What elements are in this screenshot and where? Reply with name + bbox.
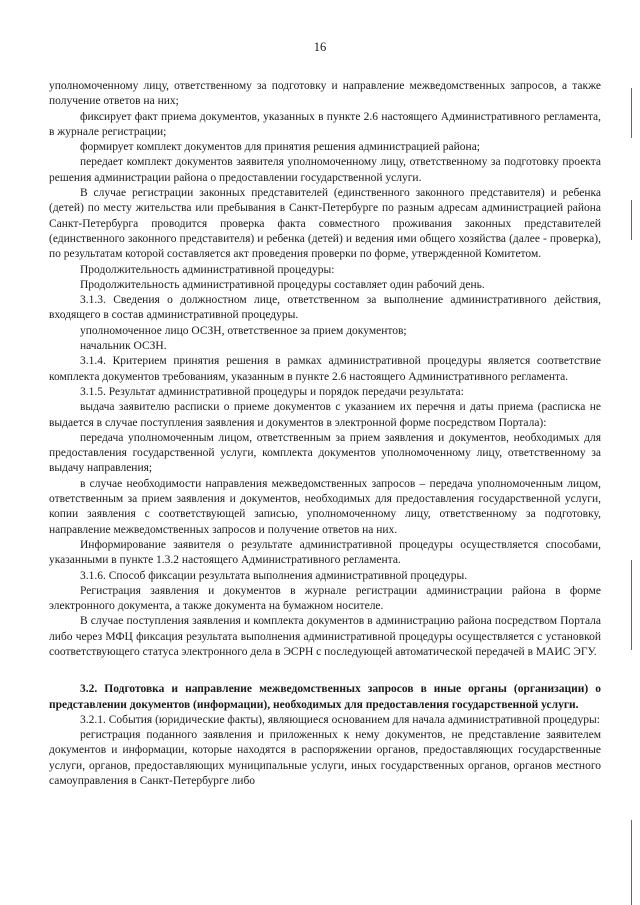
document-body <box>49 79 601 789</box>
section-heading: 3.2. Подготовка и направление межведомственных запросов в иные органы (организации) о представлении документов (информации), необходимых для предоставления государственной услуги. <box>49 683 601 711</box>
page-number: 16 <box>313 40 327 54</box>
paragraph: 3.2.1. События (юридические факты), являющиеся основанием для начала административной процедуры: <box>80 713 600 726</box>
paragraph: В случае регистрации законных представителей (единственного законного представителя) и ребенка (детей) по месту жительства или пребывания в Санкт-Петербурге по разным адресам администрацией района Санкт-Петербурга проводится проверка факта совместного проживания законных представителей (единственного законного представителя) и ребенка (детей) и ведения ими общего хозяйства (далее - проверка), по результатам которой составляется акт проведения проверки по форме, утвержденной Комитетом. <box>49 187 601 261</box>
scan-edge-line <box>631 88 632 138</box>
paragraph: 3.1.4. Критерием принятия решения в рамках административной процедуры является соответствие комплекта документов требованиям, указанным в пункте 2.6 настоящего Административного регламента. <box>49 355 601 383</box>
paragraph: 3.1.5. Результат административной процедуры и порядок передачи результата: <box>80 385 464 398</box>
paragraph: формирует комплект документов для принятия решения администрацией района; <box>80 141 481 154</box>
paragraph: передача уполномоченным лицом, ответственным за прием заявления и документов, необходимых для предоставления государственной услуги, комплекта документов уполномоченному лицу, ответственному за выдачу направления; <box>49 431 601 475</box>
scan-edge-line <box>631 820 632 905</box>
paragraph: передает комплект документов заявителя уполномоченному лицу, ответственному за подготовку проекта решения администрации района о предоставлении государственной услуги. <box>49 156 601 184</box>
paragraph: Продолжительность административной процедуры составляет один рабочий день. <box>80 278 485 291</box>
paragraph: фиксирует факт приема документов, указанных в пункте 2.6 настоящего Административного регламента, в журнале регистрации; <box>49 110 601 138</box>
scan-edge-line <box>631 560 632 650</box>
paragraph: уполномоченному лицу, ответственному за подготовку и направление межведомственных запросов, а также получение ответов на них; <box>49 80 601 108</box>
paragraph: Продолжительность административной процедуры: <box>80 263 335 276</box>
scan-edge-line <box>631 200 632 240</box>
paragraph: 3.1.3. Сведения о должностном лице, ответственном за выполнение административного действия, входящего в состав административной процедуры. <box>49 294 601 322</box>
paragraph: выдача заявителю расписки о приеме документов с указанием их перечня и даты приема (расписка не выдается в случае поступления заявления и документов в электронной форме посредством Портала): <box>49 401 601 429</box>
paragraph: 3.1.6. Способ фиксации результата выполнения административной процедуры. <box>80 569 468 582</box>
paragraph: в случае необходимости направления межведомственных запросов – передача уполномоченным лицом, ответственным за прием заявления и документов, необходимых для предоставления государственной услуги, копии заявления с соответствующей записью, уполномоченному лицу, ответственному за подготовку, направление межведомственных запросов и получение ответов на них. <box>49 477 601 536</box>
paragraph: начальник ОСЗН. <box>80 340 167 353</box>
paragraph: Информирование заявителя о результате административной процедуры осуществляется способами, указанными в пункте 1.3.2 настоящего Административного регламента. <box>49 538 601 567</box>
paragraph: Регистрация заявления и документов в журнале регистрации администрации района в форме электронного документа, а также документа на бумажном носителе. <box>49 584 601 613</box>
paragraph: В случае поступления заявления и комплекта документов в администрацию района посредством Портала либо через МФЦ фиксация результата выполнения административной процедуры осуществляется с установкой соответствующего статуса электронного дела в ЭСРН с последующей автоматической передачей в МАИС ЭГУ. <box>49 615 601 658</box>
paragraph: уполномоченное лицо ОСЗН, ответственное за прием документов; <box>80 324 407 337</box>
paragraph: регистрация поданного заявления и приложенных к нему документов, не представление заявителем документов и информации, которые находятся в распоряжении органов, предоставляющих государственные услуги, органов, предоставляющих муниципальные услуги, иных государственных органов, органов местного самоуправления в Санкт-Петербурге либо <box>49 729 601 788</box>
